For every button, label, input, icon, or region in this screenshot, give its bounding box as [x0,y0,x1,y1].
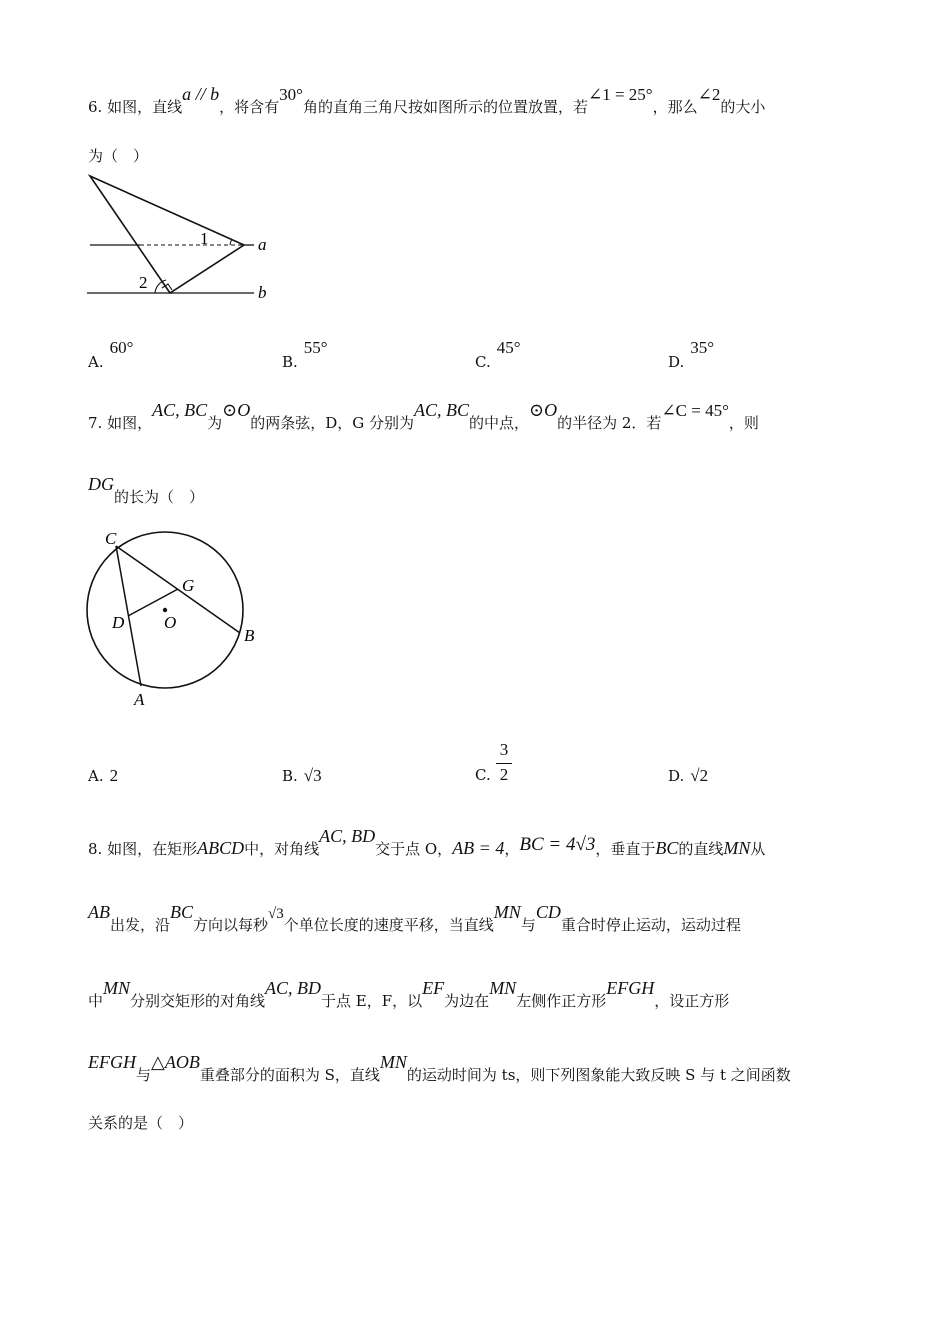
q7-text-5: 的半径为 2．若 [557,414,662,432]
q6-option-a[interactable] [88,338,134,372]
q8-l2-text-2: 方向以每秒 [193,916,269,934]
q6-fig-label-b: b [258,283,267,302]
q6-text-1: 6. 如图，直线 [88,98,183,116]
q6-fig-label-a: a [258,235,267,254]
q6-text-line2: 为（ ） [88,147,149,165]
q7-math-circle-o-2: ⊙O [529,400,558,420]
q6-math-a-parallel-b: a // b [182,84,220,104]
q6-option-a-value: 60° [109,338,134,357]
q8-line1 [88,826,766,859]
q8-l3-math-ac-bd: AC, BD [265,978,322,998]
q8-l1-text-4: ， [504,840,520,858]
q7-math-dg: DG [88,474,114,494]
q8-l1-math-ac-bd: AC, BD [319,826,376,846]
q8-l1-text-1: 8. 如图，在矩形 [88,840,198,858]
q8-l4-text-3: 的运动时间为 ts，则下列图象能大致反映 S 与 t 之间函数 [406,1066,791,1084]
q8-l1-math-bc2: BC [655,838,679,858]
q6-text-4: ，那么 [652,98,698,116]
q7-text-3: 的两条弦，D，G 分别为 [250,414,414,432]
q8-l2-math-ab: AB [88,902,110,922]
q8-l3-math-mn: MN [103,978,131,998]
q8-l2-math-cd: CD [535,902,561,922]
q8-l1-text-3: 交于点 O， [375,840,453,858]
q8-l1-math-ab4: AB = 4 [452,838,505,858]
q8-l2-math-mn: MN [493,902,521,922]
q6-math-angle1: ∠1 = 25° [587,85,653,104]
q6-figure [82,168,292,308]
q8-l3-text-2: 分别交矩形的对角线 [130,992,266,1010]
q7-label-b: B [244,626,255,645]
q8-l3-text-5: 左侧作正方形 [516,992,607,1010]
q8-l4-math-efgh: EFGH [88,1052,136,1072]
q7-figure [80,525,270,715]
q6-option-d-value: 35° [690,338,715,357]
q7-label-c: C [105,529,117,548]
q6-option-c-label: C. [475,353,491,371]
q6-fig-label-1: 1 [200,229,209,248]
q8-l2-text-3: 个单位长度的速度平移，当直线 [283,916,494,934]
q6-angle1-arc [230,239,232,245]
q7-label-o: O [164,613,177,632]
q8-l1-math-mn: MN [723,838,751,858]
q7-text-4: 的中点， [469,414,530,432]
q8-l3-math-mn-2: MN [489,978,517,998]
q6-option-b[interactable] [282,338,328,372]
q7-option-c[interactable] [475,766,491,784]
q6-option-b-label: B. [282,353,298,371]
q8-l3-text-1: 中 [88,992,104,1010]
q7-option-c-label: C. [475,766,491,784]
q6-option-a-label: A. [88,353,104,371]
q8-line5 [88,1113,193,1133]
q6-fig-label-2: 2 [139,273,148,292]
q8-l3-math-efgh: EFGH [606,978,655,998]
q7-line1 [88,400,759,433]
q8-l3-text-6: ，设正方形 [654,992,730,1010]
q7-option-d[interactable] [668,766,708,786]
q7-math-ac-bc-2: AC, BC [414,400,470,420]
q6-option-c-value: 45° [496,338,521,357]
q7-option-b-value: √3 [303,766,322,785]
q7-option-a-value: 2 [109,766,119,785]
q8-l2-math-sqrt3: √3 [268,906,284,922]
q6-option-c[interactable] [475,338,521,372]
q6-text-3: 角的直角三角尺按如图所示的位置放置，若 [302,98,588,116]
q7-option-b-label: B. [282,767,298,785]
q7-text-7: 的长为（ ） [114,488,205,506]
q8-l1-text-6: 的直线 [678,840,724,858]
q8-l4-text-1: 与 [136,1066,152,1084]
q7-option-d-value: √2 [690,766,709,785]
q6-option-b-value: 55° [303,338,328,357]
q7-segment-dg [128,589,178,616]
q7-center-dot [163,608,167,612]
q8-l2-math-bc: BC [170,902,194,922]
q6-option-d-label: D. [668,353,685,371]
q8-l1-text-5: ，垂直于 [595,840,656,858]
q7-option-a[interactable] [88,766,118,786]
q7-option-b[interactable] [282,766,322,786]
q7-math-angle-c: ∠C = 45° [661,401,729,420]
q8-line2 [88,902,741,936]
q7-text-1: 7. 如图， [88,414,153,432]
q7-option-c-numerator: 3 [499,740,509,759]
q8-line4 [88,1052,791,1085]
q7-label-a: A [134,690,145,709]
q8-l1-math-abcd: ABCD [197,838,245,858]
q8-l3-text-4: 为边在 [444,992,490,1010]
q7-label-d: D [112,613,125,632]
q8-l4-text-2: 重叠部分的面积为 S，直线 [199,1066,380,1084]
q8-l4-math-aob: △AOB [151,1052,200,1072]
q7-option-c-denominator: 2 [499,765,509,784]
q7-math-ac-bc: AC, BC [152,400,208,420]
q7-line2 [88,474,205,507]
q6-triangle [90,176,244,293]
q6-line2 [88,146,148,166]
q6-line1 [88,84,766,117]
q8-l1-text-2: 中，对角线 [244,840,320,858]
q8-l1-math-bc: BC = 4√3 [519,834,596,855]
q7-text-6: ，则 [728,414,759,432]
q7-math-circle-o: ⊙O [222,400,251,420]
q7-text-2: 为 [207,414,223,432]
q7-option-c-fraction-bar [496,763,512,764]
q8-l3-text-3: 于点 E，F，以 [321,992,423,1010]
q7-option-d-label: D. [668,767,685,785]
q8-l2-text-5: 重合时停止运动，运动过程 [560,916,741,934]
q7-option-a-label: A. [88,767,104,785]
q6-math-angle2: ∠2 [697,85,721,104]
q8-l2-text-4: 与 [520,916,536,934]
q8-l2-text-1: 出发，沿 [110,916,171,934]
q6-text-5: 的大小 [720,98,766,116]
q8-l1-text-7: 从 [750,840,766,858]
q8-l4-math-mn: MN [379,1052,407,1072]
q8-line3 [88,978,730,1011]
q7-label-g: G [182,576,195,595]
q8-l3-math-ef: EF [422,978,445,998]
q8-l5-text: 关系的是（ ） [88,1114,194,1132]
q6-math-30deg: 30° [279,85,303,104]
q6-option-d[interactable] [668,338,715,372]
q6-text-2: ，将含有 [219,98,280,116]
